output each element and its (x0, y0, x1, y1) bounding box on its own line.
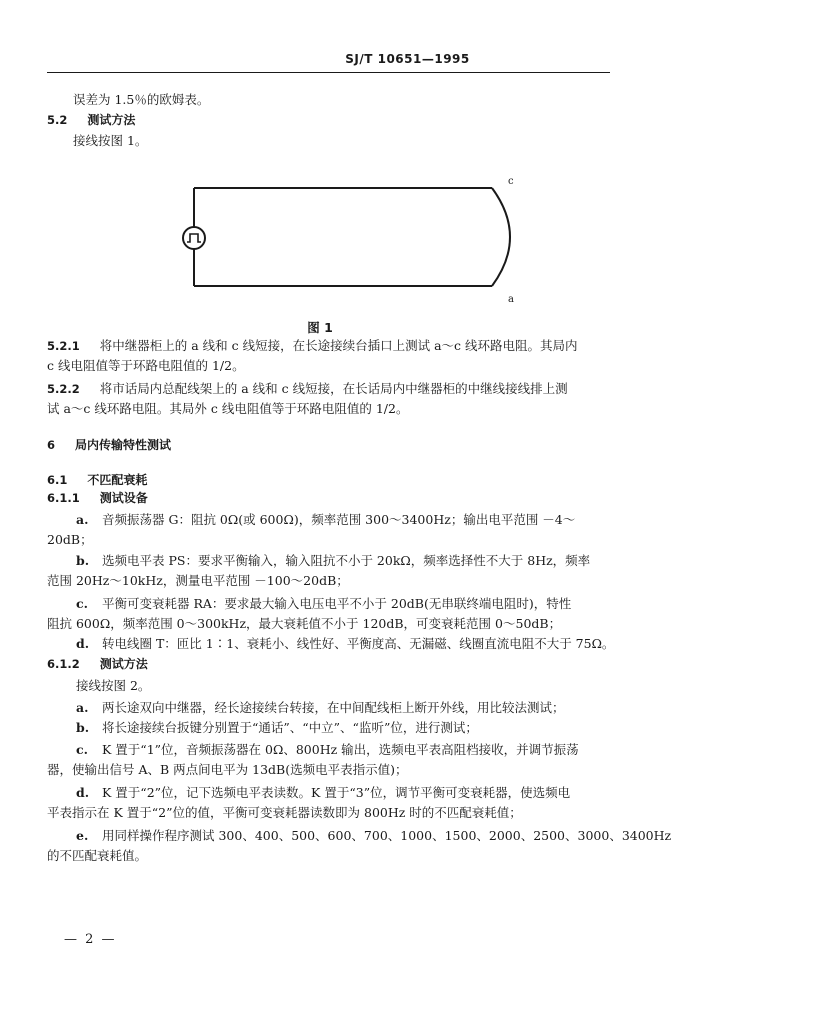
list-letter: e. (76, 828, 89, 843)
list-item (76, 720, 646, 736)
section-title: 不匹配衰耗 (87, 473, 148, 487)
section-number: 5.2 (47, 113, 68, 127)
text-line: 器，使输出信号 A、B 两点间电平为 13dB(选频电平表指示值)； (47, 762, 408, 777)
section-title: 局内传输特性测试 (75, 438, 172, 452)
label-c: c (508, 176, 514, 187)
section-heading (47, 112, 617, 128)
list-text: K 置于“1”位，音频振荡器在 0Ω、800Hz 输出，选频电平表高阻档接收，并调节振荡 (102, 742, 579, 757)
section-title: 测试设备 (99, 491, 148, 505)
list-letter: c. (76, 596, 88, 611)
section-title: 测试方法 (99, 657, 148, 671)
section-number: 6.1.1 (47, 491, 80, 505)
text-line: 平表指示在 K 置于“2”位的值，平衡可变衰耗器读数即为 800Hz 时的不匹配衰耗值； (47, 805, 522, 820)
list-letter: a. (76, 700, 89, 715)
text-line: 接线按图 2。 (76, 678, 151, 693)
figure-1-diagram (170, 172, 530, 312)
list-text: 将长途接续台扳键分别置于“通话”、“中立”、“监听”位，进行测试； (102, 720, 478, 735)
list-item (76, 553, 646, 569)
list-text: 转电线圈 T：匝比 1∶1、衰耗小、线性好、平衡度高、无漏磁、线圈直流电阻不大于 75Ω。 (102, 636, 615, 651)
section-number: 6.1.2 (47, 657, 80, 671)
clause-number: 5.2.1 (47, 339, 80, 353)
text-line: c 线电阻值等于环路电阻值的 1/2。 (47, 358, 245, 373)
section-heading (47, 437, 617, 453)
text-line: 接线按图 1。 (73, 133, 148, 148)
figure-1-caption: 图 1 (307, 320, 333, 335)
text-line: 20dB； (47, 532, 93, 547)
list-text: K 置于“2”位，记下选频电平表读数。K 置于“3”位，调节平衡可变衰耗器，使选频电 (102, 785, 571, 800)
list-text: 平衡可变衰耗器 RA：要求最大输入电压电平不小于 20dB(无串联终端电阻时)，特性 (102, 596, 572, 611)
list-item (76, 512, 646, 528)
list-item (76, 636, 646, 652)
text-line: 试 a～c 线环路电阻。其局外 c 线电阻值等于环路电阻值的 1/2。 (47, 401, 409, 416)
section-number: 6.1 (47, 473, 68, 487)
list-text: 用同样操作程序测试 300、400、500、600、700、1000、1500、2000、2500、3000、3400Hz (102, 828, 672, 843)
clause-text: 将中继器柜上的 a 线和 c 线短接，在长途接续台插口上测试 a～c 线环路电阻。其局内 (99, 338, 578, 353)
list-text: 选频电平表 PS：要求平衡输入，输入阻抗不小于 20kΩ，频率选择性不大于 8Hz，频率 (102, 553, 591, 568)
list-item (76, 596, 646, 612)
list-text: 两长途双向中继器，经长途接续台转接，在中间配线柜上断开外线，用比较法测试； (102, 700, 565, 715)
clause-5-2-2 (47, 381, 617, 397)
list-letter: d. (76, 636, 90, 651)
list-letter: b. (76, 720, 90, 735)
list-letter: d. (76, 785, 90, 800)
section-title: 测试方法 (87, 113, 136, 127)
list-item (76, 785, 646, 801)
section-number: 6 (47, 438, 56, 452)
text-line: 的不匹配衰耗值。 (47, 848, 148, 863)
page-header: SJ/T 10651—1995 (345, 52, 470, 66)
page-number: — 2 — (64, 932, 117, 947)
list-text: 音频振荡器 G：阻抗 0Ω(或 600Ω)，频率范围 300～3400Hz；输出电平范围 －4～ (102, 512, 576, 527)
list-letter: b. (76, 553, 90, 568)
loop-arc (492, 188, 510, 286)
clause-5-2-1 (47, 338, 617, 354)
list-item (76, 828, 672, 844)
label-a: a (508, 294, 514, 305)
list-item (76, 700, 646, 716)
section-heading (47, 656, 617, 672)
list-letter: c. (76, 742, 88, 757)
text-line: 范围 20Hz～10kHz，测量电平范围 －100～20dB； (47, 573, 349, 588)
section-heading (47, 472, 617, 488)
section-heading (47, 490, 617, 506)
clause-text: 将市话局内总配线架上的 a 线和 c 线短接，在长话局内中继器柜的中继线接线排上测 (99, 381, 568, 396)
clause-number: 5.2.2 (47, 382, 80, 396)
list-item (76, 742, 646, 758)
loop-circuit (194, 188, 510, 286)
text-line: 误差为 1.5％的欧姆表。 (73, 92, 210, 107)
text-line: 阻抗 600Ω，频率范围 0～300kHz，最大衰耗值不小于 120dB，可变衰耗范围 0～50dB； (47, 616, 562, 631)
list-letter: a. (76, 512, 89, 527)
oscillator-icon (183, 227, 205, 249)
header-rule (47, 72, 610, 73)
